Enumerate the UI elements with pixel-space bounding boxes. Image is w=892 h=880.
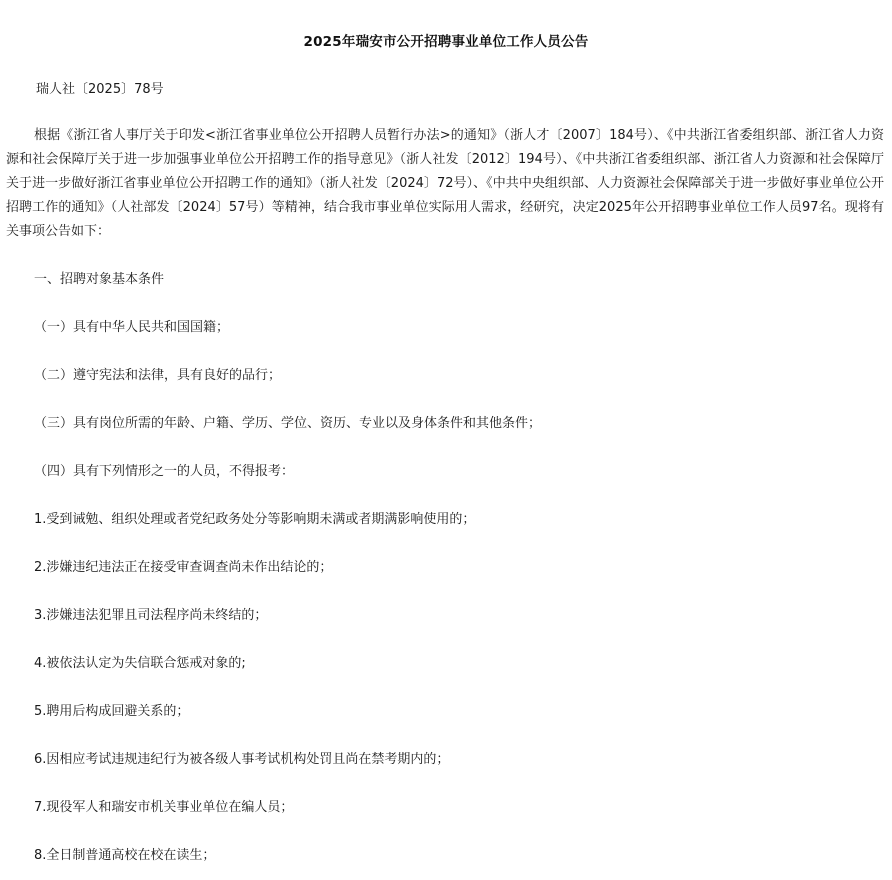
condition-item: （一）具有中华人民共和国国籍； <box>34 320 230 335</box>
exclusion-item: 6.因相应考试违规违纪行为被各级人事考试机构处罚且尚在禁考期内的； <box>34 752 450 767</box>
exclusion-item: 2.涉嫌违纪违法正在接受审查调查尚未作出结论的； <box>34 560 333 575</box>
exclusion-item: 1.受到诫勉、组织处理或者党纪政务处分等影响期未满或者期满影响使用的； <box>34 512 476 527</box>
exclusion-item: 5.聘用后构成回避关系的； <box>34 704 190 719</box>
section-heading-basic-conditions: 一、招聘对象基本条件 <box>34 272 165 287</box>
exclusion-item: 3.涉嫌违法犯罪且司法程序尚未终结的； <box>34 608 268 623</box>
document-number: 瑞人社〔2025〕78号 <box>36 82 164 97</box>
exclusion-item: 7.现役军人和瑞安市机关事业单位在编人员； <box>34 800 294 815</box>
condition-item: （二）遵守宪法和法律，具有良好的品行； <box>34 368 282 383</box>
page-title: 2025年瑞安市公开招聘事业单位工作人员公告 <box>303 34 589 50</box>
condition-item: （四）具有下列情形之一的人员，不得报考： <box>34 464 295 479</box>
exclusion-item: 4.被依法认定为失信联合惩戒对象的; <box>34 656 246 671</box>
exclusion-item: 8.全日制普通高校在校在读生； <box>34 848 216 863</box>
intro-paragraph: 根据《浙江省人事厅关于印发<浙江省事业单位公开招聘人员暂行办法>的通知》（浙人才〔2007〕184号）、《中共浙江省委组织部、浙江省人力资源和社会保障厅关于进一步加强事业单位公开招聘工作的指导意见》（浙人社发〔2012〕194号）、《中共浙江省委组织部、浙江省人力资源和社会保障厅关于进一步做好浙江省事业单位公开招聘工作的通知》（浙人社发〔2024〕72号）、《中共中央组织部、人力资源社会保障部关于进一步做好事业单位公开招聘工作的通知》（人社部发〔2024〕57号）等精神，结合我市事业单位实际用人需求，经研究，决定2025年公开招聘事业单位工作人员97名。现将有关事项公告如下： <box>6 128 884 239</box>
condition-item: （三）具有岗位所需的年龄、户籍、学历、学位、资历、专业以及身体条件和其他条件； <box>34 416 542 431</box>
